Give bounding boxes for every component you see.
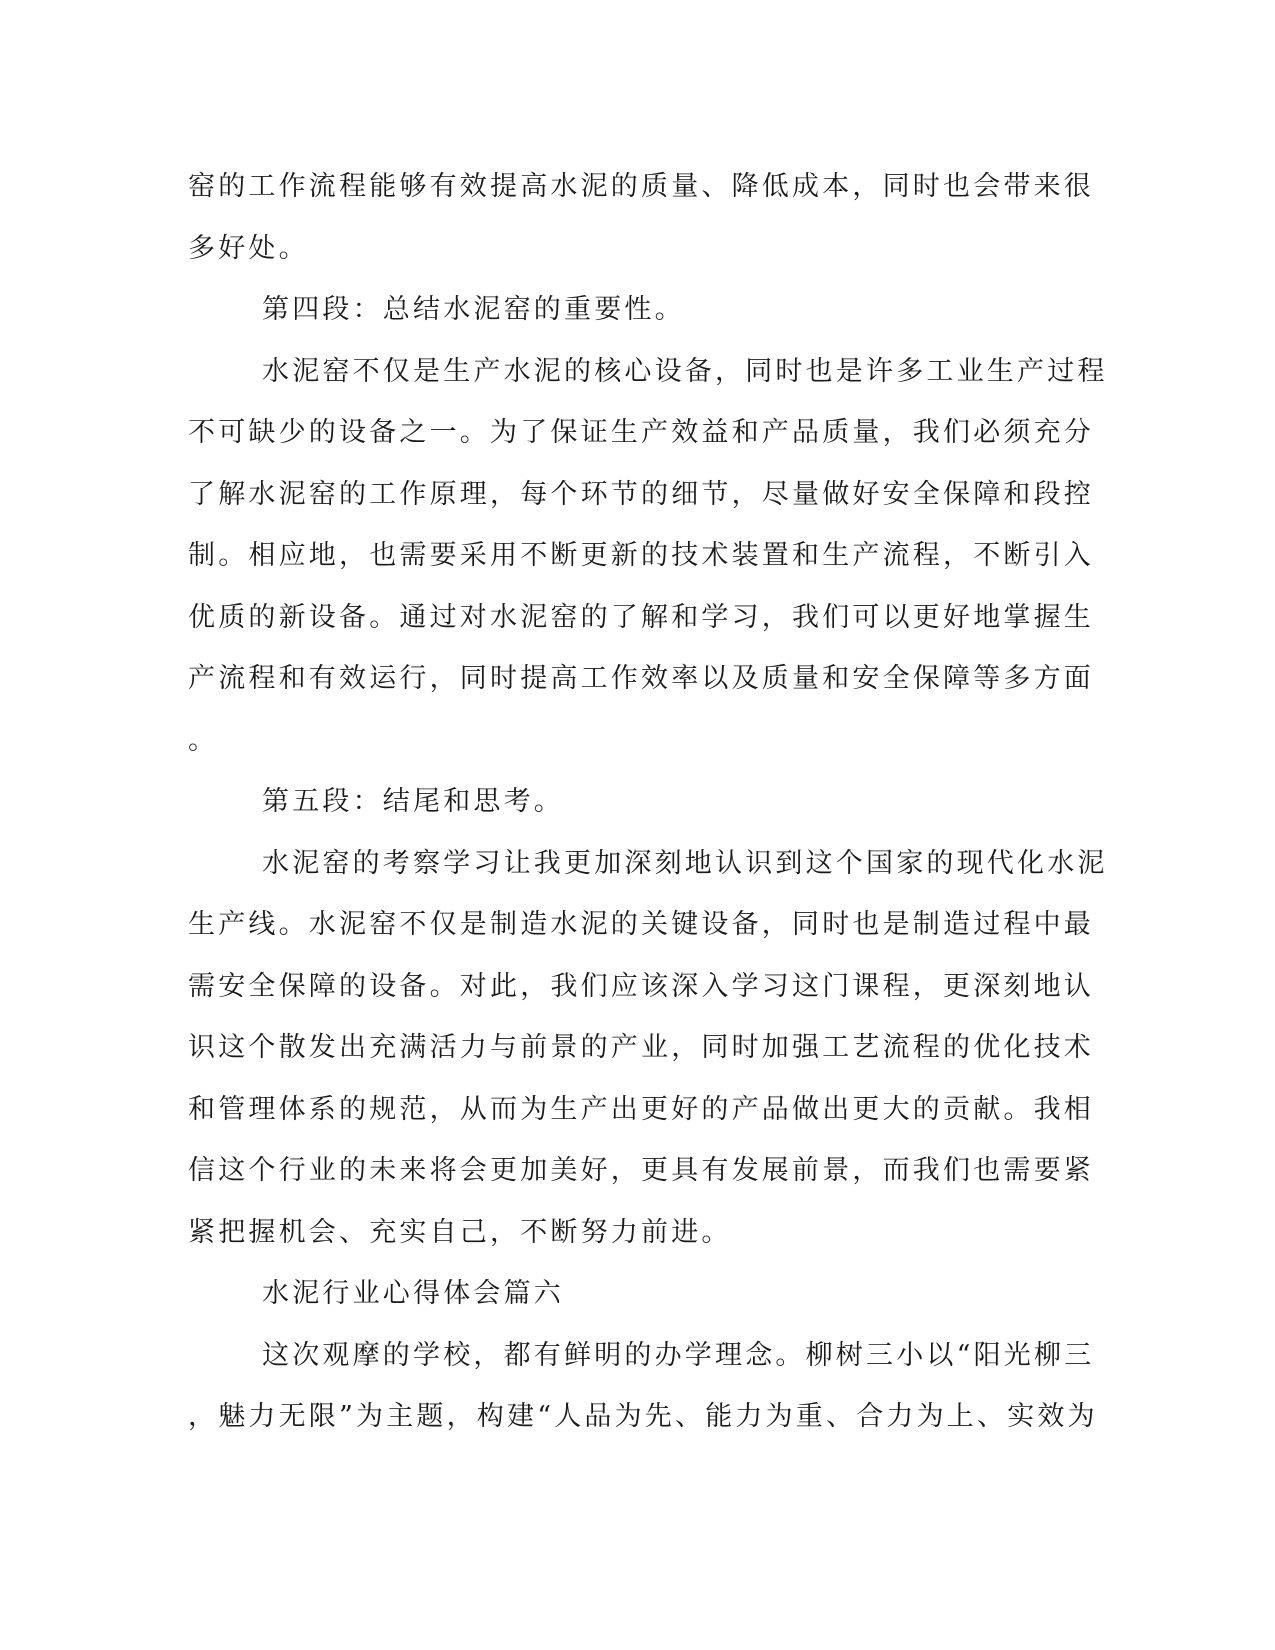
text-line: 了解水泥窑的工作原理，每个环节的细节，尽量做好安全保障和段控 (188, 478, 1094, 510)
text-line: 水泥窑的考察学习让我更加深刻地认识到这个国家的现代化水泥 (262, 847, 1108, 879)
text-line: 这次观摩的学校，都有鲜明的办学理念。柳树三小以“阳光柳三 (262, 1339, 1095, 1371)
text-line: 生产线。水泥窑不仅是制造水泥的关键设备，同时也是制造过程中最 (188, 909, 1094, 940)
text-line: 和管理体系的规范，从而为生产出更好的产品做出更大的贡献。我相 (188, 1093, 1094, 1125)
text-line: 优质的新设备。通过对水泥窑的了解和学习，我们可以更好地掌握生 (188, 601, 1094, 633)
section-heading-5: 第五段：结尾和思考。 (262, 786, 564, 817)
text-line: 。 (188, 724, 219, 756)
text-line: 多好处。 (188, 232, 309, 264)
text-line: 需安全保障的设备。对此，我们应该深入学习这门课程，更深刻地认 (188, 970, 1094, 1002)
text-line: 紧把握机会、充实自己，不断努力前进。 (188, 1216, 732, 1248)
text-line: 不可缺少的设备之一。为了保证生产效益和产品质量，我们必须充分 (188, 417, 1094, 448)
text-line: 水泥窑不仅是生产水泥的核心设备，同时也是许多工业生产过程 (262, 355, 1108, 387)
text-line: 窑的工作流程能够有效提高水泥的质量、降低成本，同时也会带来很 (188, 171, 1094, 202)
text-line: 产流程和有效运行，同时提高工作效率以及质量和安全保障等多方面 (188, 663, 1094, 694)
text-line: 信这个行业的未来将会更加美好，更具有发展前景，而我们也需要紧 (188, 1155, 1094, 1186)
article-title-6: 水泥行业心得体会篇六 (262, 1278, 564, 1309)
text-line: 识这个散发出充满活力与前景的产业，同时加强工艺流程的优化技术 (188, 1032, 1094, 1063)
text-line: 制。相应地，也需要采用不断更新的技术装置和生产流程，不断引入 (188, 540, 1094, 571)
text-line: ，魅力无限”为主题，构建“人品为先、能力为重、合力为上、实效为 (188, 1401, 1098, 1432)
document-body (188, 156, 1108, 1448)
section-heading-4: 第四段：总结水泥窑的重要性。 (262, 294, 685, 325)
